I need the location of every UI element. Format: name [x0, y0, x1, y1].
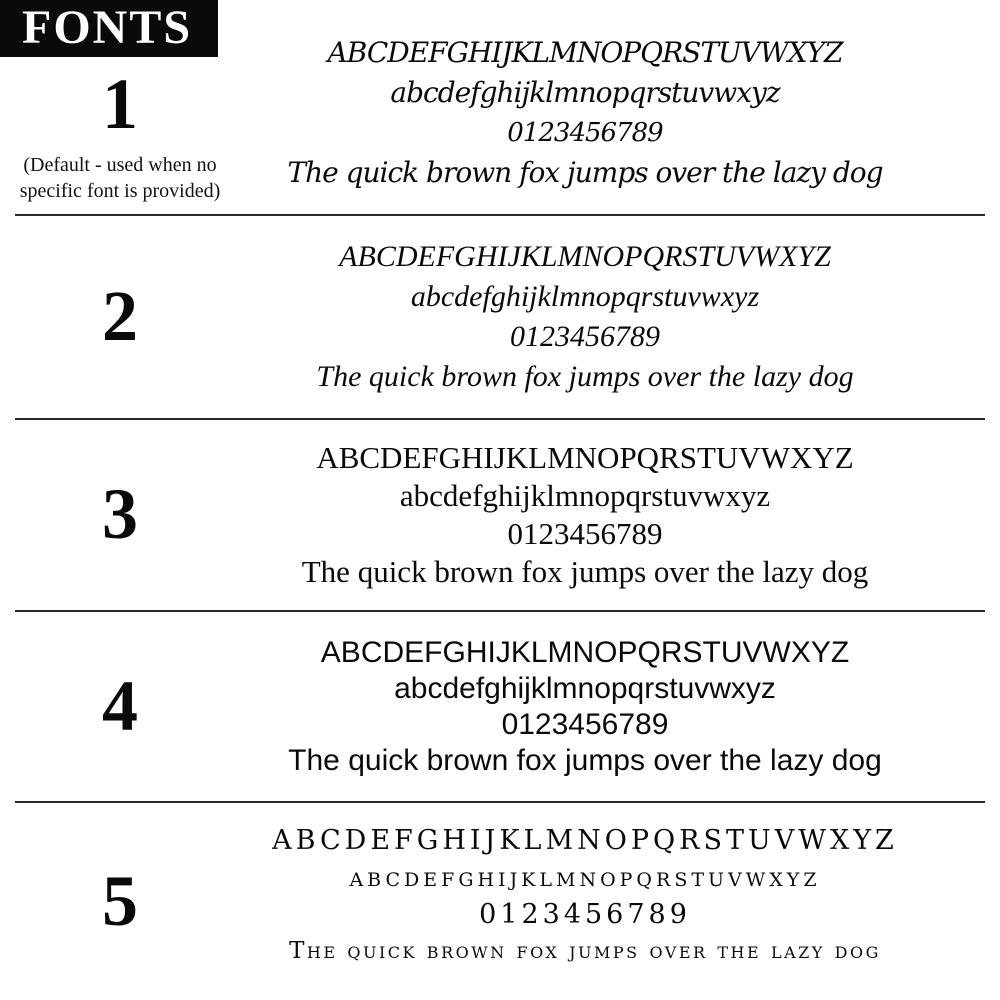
font-2-label-column [0, 216, 240, 418]
font-number: 3 [102, 474, 138, 555]
font-3-label-column [0, 420, 240, 610]
default-font-note: (Default - used when no specific font is provided) [19, 154, 221, 203]
uppercase-sample: ABCDEFGHIJKLMNOPQRSTUVWXYZ [272, 824, 898, 856]
uppercase-sample: ABCDEFGHIJKLMNOPQRSTUVWXYZ [320, 635, 850, 669]
digits-sample: 0123456789 [507, 118, 663, 148]
pangram-sample: The quick brown fox jumps over the lazy dog [301, 554, 869, 589]
pangram-sample: The quick brown fox jumps over the lazy dog [316, 360, 854, 393]
uppercase-sample: ABCDEFGHIJKLMNOPQRSTUVWXYZ [339, 240, 831, 273]
lowercase-sample: abcdefghijklmnopqrstuvwxyz [410, 280, 760, 313]
pangram-sample: The quick brown fox jumps over the lazy dog [289, 937, 881, 964]
font-section-2 [0, 216, 1000, 418]
font-number: 5 [102, 860, 138, 941]
lowercase-sample: abcdefghijklmnopqrstuvwxyz [394, 671, 776, 705]
digits-sample: 0123456789 [507, 516, 663, 551]
font-section-3 [0, 420, 1000, 610]
font-4-samples [240, 612, 930, 801]
font-section-5 [0, 803, 1000, 1000]
font-3-samples [240, 420, 930, 610]
font-section-4 [0, 612, 1000, 801]
font-number: 2 [102, 276, 138, 357]
digits-sample: 0123456789 [501, 707, 669, 741]
font-1-samples [240, 0, 930, 214]
font-5-samples [240, 803, 930, 1000]
lowercase-sample: abcdefghijklmnopqrstuvwxyz [399, 478, 771, 513]
font-4-label-column [0, 612, 240, 801]
pangram-sample: The quick brown fox jumps over the lazy dog [288, 743, 882, 777]
uppercase-sample: ABCDEFGHIJKLMNOPQRSTUVWXYZ [316, 440, 854, 475]
digits-sample: 0123456789 [510, 320, 660, 353]
font-2-samples [240, 216, 930, 418]
pangram-sample: The quick brown fox jumps over the lazy dog [287, 156, 883, 189]
page-title: FONTS [22, 1, 193, 54]
font-number: 1 [102, 63, 138, 144]
font-5-label-column [0, 803, 240, 1000]
font-number: 4 [102, 665, 138, 746]
digits-sample: 0123456789 [479, 898, 691, 930]
lowercase-sample: abcdefghijklmnopqrstuvwxyz [390, 76, 780, 109]
page-title-badge [0, 0, 218, 57]
uppercase-sample: ABCDEFGHIJKLMNOPQRSTUVWXYZ [327, 36, 843, 69]
lowercase-sample: abcdefghijklmnopqrstuvwxyz [349, 861, 821, 893]
